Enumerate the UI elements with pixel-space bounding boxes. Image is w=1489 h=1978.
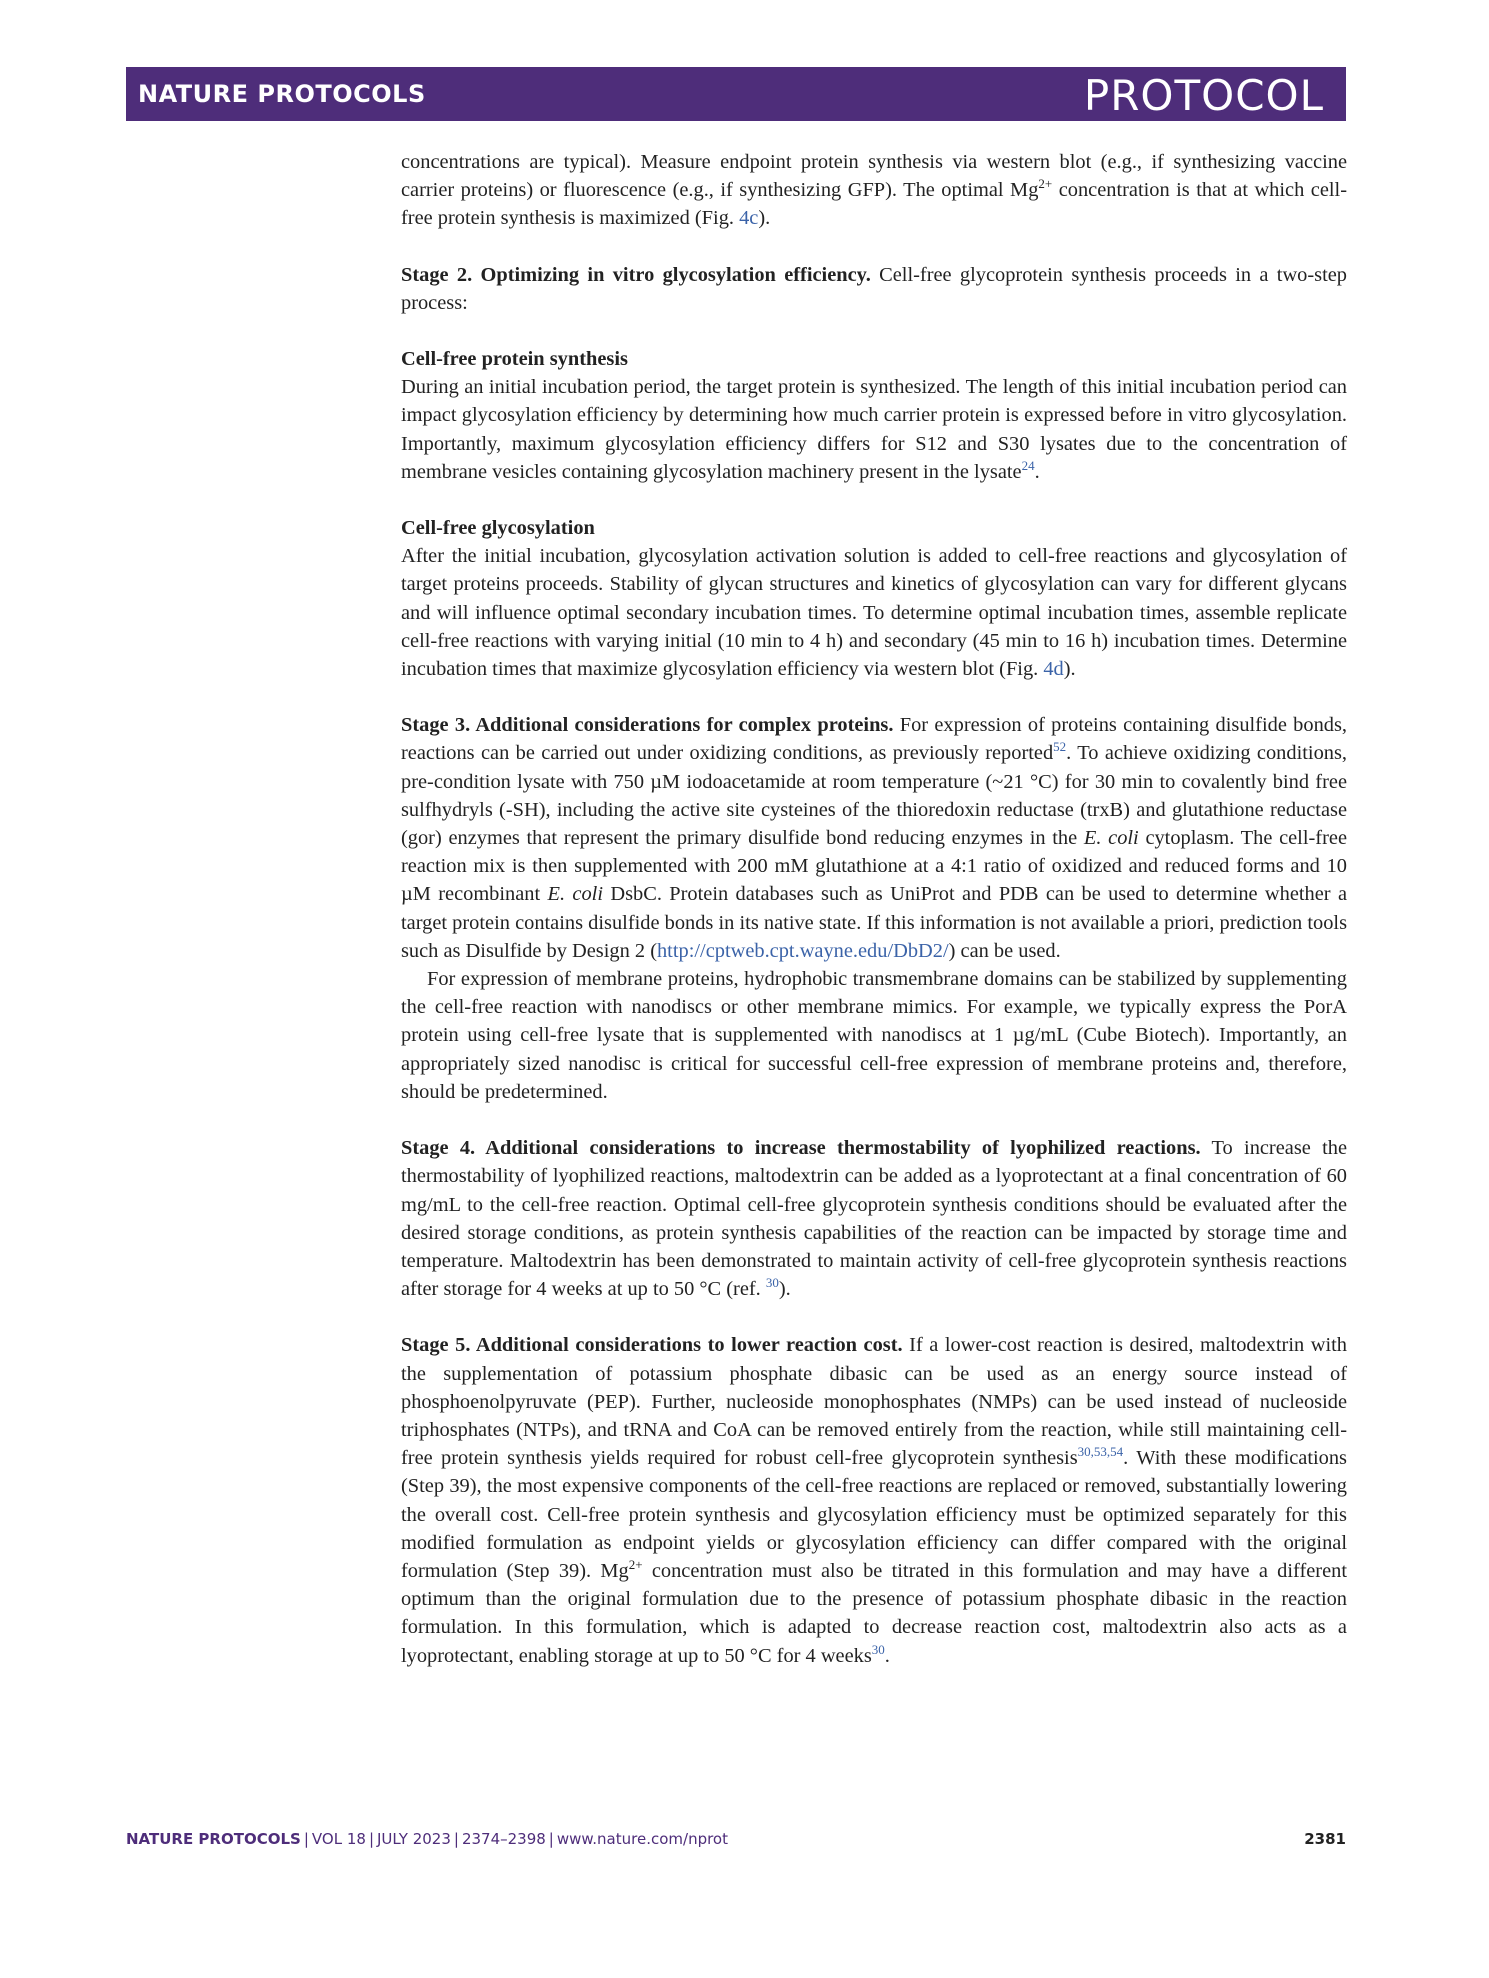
subsection-text-glycosylation: After the initial incubation, glycosylation activation solution is added to cell-free reactions and glycosylation of target proteins proceeds. Stability of glycan structures and kinetics of glycosylation can vary for different glycans and will influence optimal secondary incubation times. To determine optimal incubation times, assemble replicate cell-free reactions with varying initial (10 min to 4 h) and secondary (45 min to 16 h) incubation times. Determine incubation times that maximize glycosylation efficiency via western blot (Fig. 4d). [401,545,1347,681]
article-body [401,148,1347,1670]
subsection-heading-synthesis: Cell-free protein synthesis [401,348,628,371]
page-header [126,67,1346,121]
subsection-text-synthesis: During an initial incubation period, the target protein is synthesized. The length of this initial incubation period can impact glycosylation efficiency by determining how much carrier protein is expressed before in vitro glycosylation. Importantly, maximum glycosylation efficiency differs for S12 and S30 lysates due to the concentration of membrane vesicles containing glycosylation machinery present in the lysate$^{24}$. [401,376,1347,483]
figure-ref-4c[interactable]: 4c [739,207,759,230]
footer-volume: VOL 18 [311,1830,366,1848]
paragraph-intro: concentrations are typical). Measure endpoint protein synthesis via western blot (e.g., if synthesizing vaccine carrier proteins) or fluorescence (e.g., if synthesizing GFP). The optimal $Mg^{2+}$ concentration is that at which cell-free protein synthesis is maximized (Fig. 4c). [401,151,1347,230]
stage-3-heading: Stage 3. Additional considerations for complex proteins. [401,714,894,737]
footer-pages: 2374–2398 [461,1830,546,1848]
footer-url[interactable]: www.nature.com/nprot [556,1830,728,1848]
subsection-heading-glycosylation: Cell-free glycosylation [401,517,595,540]
page-number: 2381 [1304,1830,1346,1848]
footer-journal: NATURE PROTOCOLS [126,1830,301,1848]
citation-52[interactable]: 52 [1053,739,1067,755]
stage-4-paragraph: Stage 4. Additional considerations to increase thermostability of lyophilized reactions. To increase the thermostability of lyophilized reactions, maltodextrin can be added as a lyoprotectant at a final concentration of 60 mg/mL to the cell-free reaction. Optimal cell-free glycoprotein synthesis conditions should be evaluated after the desired storage conditions, as protein synthesis capabilities of the reaction can be impacted by storage time and temperature. Maltodextrin has been demonstrated to maintain activity of cell-free glycoprotein synthesis reactions after storage for 4 weeks at up to 50 °C (ref. $^{30}$). [401,1137,1347,1301]
article-type: PROTOCOL [1083,71,1324,120]
citation-30[interactable]: 30 [765,1275,779,1291]
stage-2-paragraph: Stage 2. Optimizing in vitro glycosylation efficiency. Cell-free glycoprotein synthesis proceeds in a two-step process: [401,263,1347,314]
journal-name: NATURE PROTOCOLS [138,80,426,108]
stage-3-paragraph: Stage 3. Additional considerations for complex proteins. For expression of proteins containing disulfide bonds, reactions can be carried out under oxidizing conditions, as previously reported$^{52}$. To achieve oxidizing conditions, pre-condition lysate with 750 µM iodoacetamide at room temperature (~21 °C) for 30 min to covalently bind free sulfhydryls (-SH), including the active site cysteines of the thioredoxin reductase (trxB) and glutathione reductase (gor) enzymes that represent the primary disulfide bond reducing enzymes in the E. coli cytoplasm. The cell-free reaction mix is then supplemented with 200 mM glutathione at a 4:1 ratio of oxidized and reduced forms and 10 µM recombinant E. coli DsbC. Protein databases such as UniProt and PDB can be used to determine whether a target protein contains disulfide bonds in its native state. If this information is not available a priori, prediction tools such as Disulfide by Design 2 (http://cptweb.cpt.wayne.edu/DbD2/) can be used. [401,714,1348,962]
page-footer: NATURE PROTOCOLS | VOL 18 | JULY 2023 | 2374–2398 | www.nature.com/nprot 2381 [126,1830,1346,1848]
stage-4-heading: Stage 4. Additional considerations to increase thermostability of lyophilized reactions. [401,1137,1201,1160]
stage-5-heading: Stage 5. Additional considerations to lower reaction cost. [401,1334,903,1357]
dbd2-link[interactable]: http://cptweb.cpt.wayne.edu/DbD2/ [656,939,949,962]
citation-30-b[interactable]: 30 [871,1641,885,1657]
stage-5-paragraph: Stage 5. Additional considerations to lower reaction cost. If a lower-cost reaction is desired, maltodextrin with the supplementation of potassium phosphate dibasic can be used as an energy source instead of phosphoenolpyruvate (PEP). Further, nucleoside monophosphates (NMPs) can be used instead of nucleoside triphosphates (NTPs), and tRNA and CoA can be removed entirely from the reaction, while still maintaining cell-free protein synthesis yields required for robust cell-free glycoprotein synthesis$^{30,53,54}$. With these modifications (Step 39), the most expensive components of the cell-free reactions are replaced or removed, substantially lowering the overall cost. Cell-free protein synthesis and glycosylation efficiency must be optimized separately for this modified formulation as endpoint yields or glycosylation efficiency can differ compared with the original formulation (Step 39). $Mg^{2+}$ concentration must also be titrated in this formulation and may have a different optimum than the original formulation due to the presence of potassium phosphate dibasic in the reaction formulation. In this formulation, which is adapted to decrease reaction cost, maltodextrin also acts as a lyoprotectant, enabling storage at up to 50 °C for 4 weeks$^{30}$. [401,1334,1347,1667]
citation-30-53-54[interactable]: 30,53,54 [1077,1444,1124,1460]
figure-ref-4d[interactable]: 4d [1043,658,1064,681]
citation-24[interactable]: 24 [1021,457,1035,473]
stage-3-paragraph-2: For expression of membrane proteins, hydrophobic transmembrane domains can be stabilized by supplementing the cell-free reaction with nanodiscs or other membrane mimics. For example, we typically express the PorA protein using cell-free lysate that is supplemented with nanodiscs at 1 µg/mL (Cube Biotech). Importantly, an appropriately sized nanodisc is critical for successful cell-free expression of membrane proteins and, therefore, should be predetermined. [401,968,1347,1103]
stage-2-heading: Stage 2. Optimizing in vitro glycosylation efficiency. [401,263,871,286]
footer-date: JULY 2023 [377,1830,451,1848]
